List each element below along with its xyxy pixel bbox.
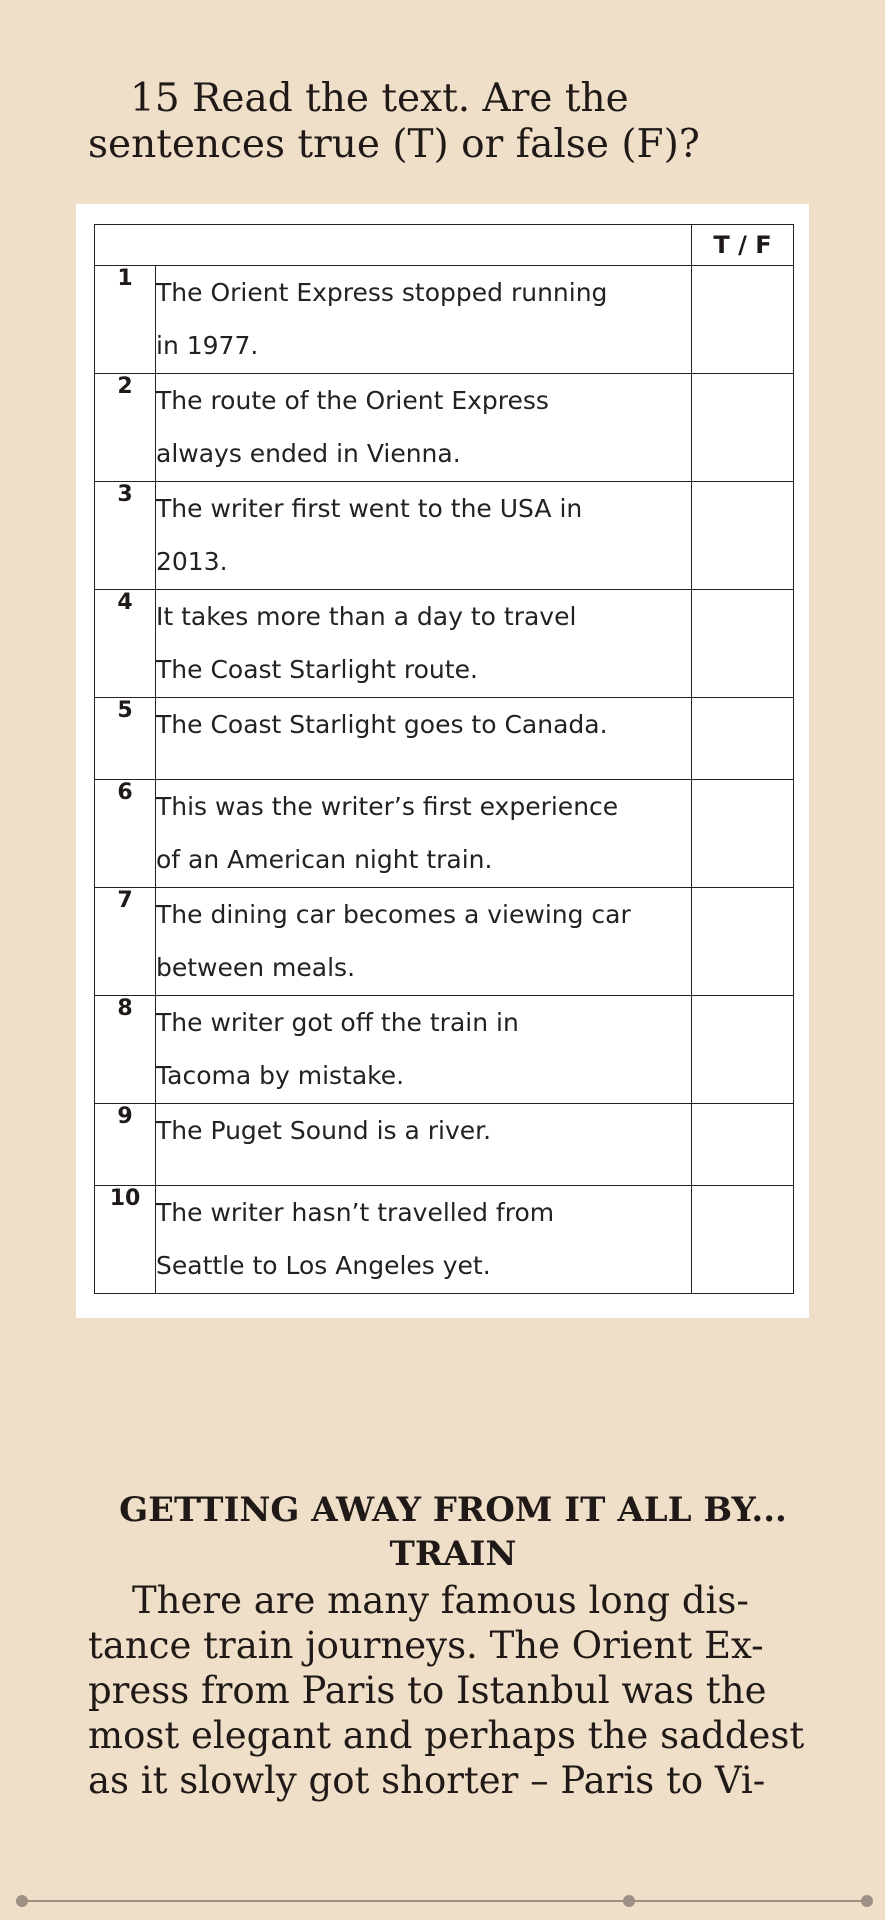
article-title bbox=[88, 1488, 818, 1576]
statement-line-1: The Puget Sound is a river. bbox=[156, 1116, 492, 1145]
table-row bbox=[95, 1186, 794, 1294]
statement-line-1: It takes more than a day to travel bbox=[156, 602, 577, 631]
row-number: 8 bbox=[95, 996, 156, 1104]
statement-line-2: Seattle to Los Angeles yet. bbox=[156, 1251, 491, 1280]
row-statement bbox=[156, 888, 692, 996]
answer-cell[interactable] bbox=[692, 482, 794, 590]
scroll-marker-current[interactable] bbox=[623, 1895, 635, 1907]
row-statement bbox=[156, 780, 692, 888]
article-title-line-2: TRAIN bbox=[389, 1534, 517, 1574]
statement-line-2: in 1977. bbox=[156, 331, 259, 360]
row-number: 5 bbox=[95, 698, 156, 780]
row-statement bbox=[156, 374, 692, 482]
scroll-marker-start[interactable] bbox=[16, 1895, 28, 1907]
statement-line-2: Tacoma by mistake. bbox=[156, 1061, 405, 1090]
statement-line-2: between meals. bbox=[156, 953, 356, 982]
page-scroll-track[interactable] bbox=[20, 1900, 865, 1902]
row-number: 1 bbox=[95, 266, 156, 374]
statement-line-1: The Orient Express stopped running bbox=[156, 278, 608, 307]
statement-line-2: The Coast Starlight route. bbox=[156, 655, 478, 684]
row-statement bbox=[156, 1104, 692, 1186]
answer-cell[interactable] bbox=[692, 374, 794, 482]
row-number: 9 bbox=[95, 1104, 156, 1186]
row-statement bbox=[156, 1186, 692, 1294]
table-row bbox=[95, 1104, 794, 1186]
answer-cell[interactable] bbox=[692, 780, 794, 888]
answer-cell[interactable] bbox=[692, 1104, 794, 1186]
statement-line-2: always ended in Vienna. bbox=[156, 439, 461, 468]
exercise-instruction: 15 Read the text. Are the sentences true (T) or false (F)? bbox=[88, 76, 700, 167]
statement-line-2: of an American night train. bbox=[156, 845, 493, 874]
table-row bbox=[95, 698, 794, 780]
row-number: 10 bbox=[95, 1186, 156, 1294]
table-row bbox=[95, 590, 794, 698]
header-tf-cell: T / F bbox=[692, 225, 794, 266]
table-row bbox=[95, 266, 794, 374]
table-row bbox=[95, 996, 794, 1104]
statement-line-1: The writer got off the train in bbox=[156, 1008, 519, 1037]
scroll-marker-end[interactable] bbox=[861, 1895, 873, 1907]
row-number: 6 bbox=[95, 780, 156, 888]
table-header-row bbox=[95, 225, 794, 266]
statement-line-1: The writer hasn’t travelled from bbox=[156, 1198, 555, 1227]
row-statement bbox=[156, 996, 692, 1104]
statement-line-1: The route of the Orient Express bbox=[156, 386, 549, 415]
row-number: 2 bbox=[95, 374, 156, 482]
table-row bbox=[95, 888, 794, 996]
answer-cell[interactable] bbox=[692, 996, 794, 1104]
table-row bbox=[95, 374, 794, 482]
article-body: There are many famous long dis- tance train journeys. The Orient Ex- press from Paris to Istanbul was the most elegant and perhaps the saddest as it slowly got shorter – Paris to Vi- bbox=[88, 1579, 805, 1802]
row-statement bbox=[156, 482, 692, 590]
header-blank-cell bbox=[95, 225, 692, 266]
answer-cell[interactable] bbox=[692, 1186, 794, 1294]
statement-line-2: 2013. bbox=[156, 547, 228, 576]
row-number: 3 bbox=[95, 482, 156, 590]
article-title-line-1: GETTING AWAY FROM IT ALL BY... bbox=[119, 1490, 787, 1530]
statement-line-1: The dining car becomes a viewing car bbox=[156, 900, 631, 929]
statement-line-1: This was the writer’s first experience bbox=[156, 792, 619, 821]
row-statement bbox=[156, 698, 692, 780]
row-statement bbox=[156, 266, 692, 374]
answer-cell[interactable] bbox=[692, 266, 794, 374]
table-row bbox=[95, 482, 794, 590]
answer-cell[interactable] bbox=[692, 888, 794, 996]
row-number: 7 bbox=[95, 888, 156, 996]
answer-cell[interactable] bbox=[692, 590, 794, 698]
table-row bbox=[95, 780, 794, 888]
answer-cell[interactable] bbox=[692, 698, 794, 780]
true-false-table bbox=[94, 224, 794, 1294]
statement-line-1: The Coast Starlight goes to Canada. bbox=[156, 710, 608, 739]
row-number: 4 bbox=[95, 590, 156, 698]
statement-line-1: The writer first went to the USA in bbox=[156, 494, 583, 523]
true-false-table-card bbox=[76, 204, 809, 1318]
row-statement bbox=[156, 590, 692, 698]
